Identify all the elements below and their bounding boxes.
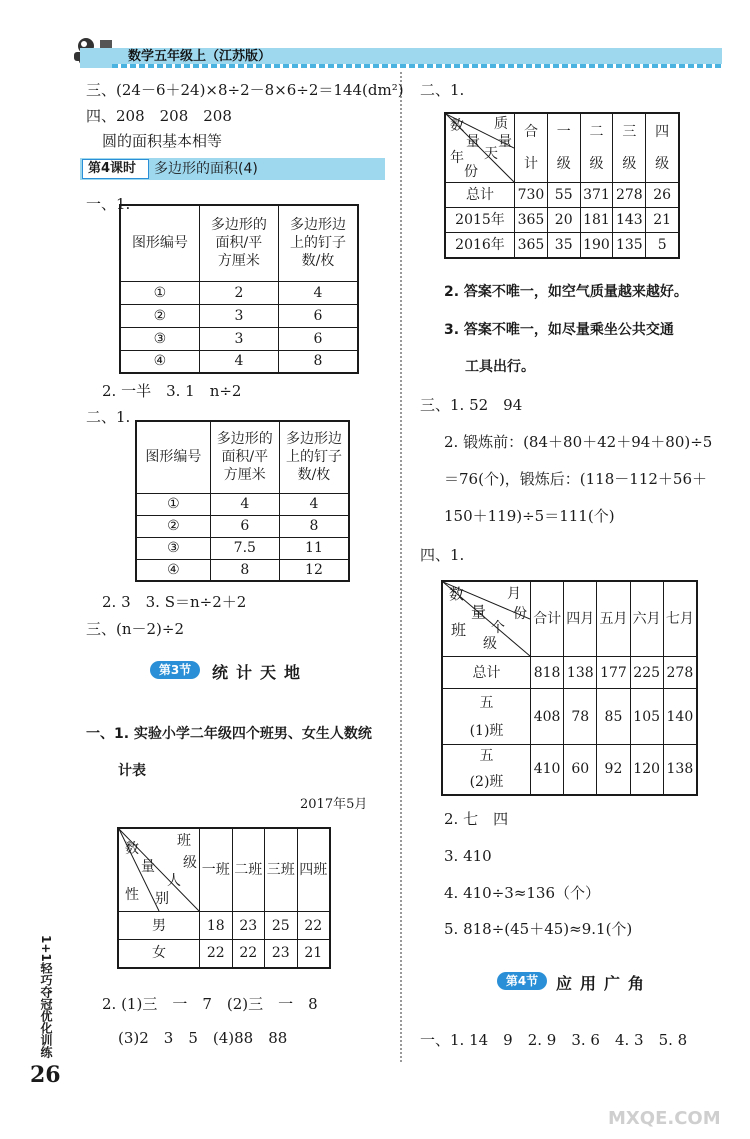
t2-header-nails: 多边形边 上的钉子 数/枚 xyxy=(279,421,349,493)
t1-header-nails: 多边形边 上的钉子 数/枚 xyxy=(278,205,358,281)
table-row: ④ 8 12 xyxy=(136,559,349,581)
class-month-table: 数 月 量 份 个 班 级 合计 四月 五月 六月 七月 总计 818 138 177 225 278 五 (1)班 408 78 85 105 140 五 (2)班 410 60 92 120 138 xyxy=(441,580,698,796)
left-q3: 三、(n－2)÷2 xyxy=(86,620,185,638)
t3-corner: 班 级 数 量 人 性 别 xyxy=(118,828,200,912)
right-line-6: 四、1. xyxy=(420,546,465,564)
left-line-2: 四、208 208 208 xyxy=(86,107,232,125)
table-row: 总计 730 55 371 278 26 xyxy=(445,183,679,208)
section4-tag: 第4节 xyxy=(497,972,547,990)
right-line-4: 三、1. 52 94 xyxy=(420,396,523,414)
left-q1-2: 2. 一半 3. 1 n÷2 xyxy=(102,382,242,400)
header-dashes xyxy=(112,64,722,68)
right-line-3b: 工具出行。 xyxy=(465,359,535,375)
right-line-7: 2. 七 四 xyxy=(444,810,509,828)
lesson-tag: 第4课时 xyxy=(88,161,137,176)
polygon-table-1 xyxy=(119,204,359,374)
table-row: 2016年 365 35 190 135 5 xyxy=(445,233,679,258)
left-q1-label: 一、1. xyxy=(86,195,131,213)
table-row: 男 18 23 25 22 xyxy=(118,912,330,940)
right-line-5c: 150＋119)÷5＝111(个) xyxy=(444,507,615,525)
left-q2-2: 2. 3 3. S＝n÷2＋2 xyxy=(102,593,247,611)
right-line-2: 2. 答案不唯一，如空气质量越来越好。 xyxy=(444,284,688,300)
side-series-text: 1+1轻巧夺冠优化训练 xyxy=(39,935,53,1058)
right-label: 二、1. xyxy=(420,81,465,99)
right-line-9: 4. 410÷3≈136（个） xyxy=(444,884,601,902)
left-q2-label: 二、1. xyxy=(86,408,131,426)
header-title: 数学五年级上（江苏版） xyxy=(128,49,272,64)
right-line-3a: 3. 答案不唯一，如尽量乘坐公共交通 xyxy=(444,322,674,338)
table-row: ④ 4 8 xyxy=(120,350,358,373)
t2-header-id: 图形编号 xyxy=(136,421,210,493)
class-gender-table: 班 级 数 量 人 性 别 一班 二班 三班 四班 男 18 23 25 22 女 22 22 23 21 xyxy=(117,827,331,969)
right-line-5a: 2. 锻炼前：(84＋80＋42＋94＋80)÷5 xyxy=(444,433,713,451)
right-line-8: 3. 410 xyxy=(444,847,492,865)
table-row: ① 2 4 xyxy=(120,281,358,304)
right-line-10: 5. 818÷(45＋45)≈9.1(个) xyxy=(444,920,633,938)
t1-header-area: 多边形的 面积/平 方厘米 xyxy=(199,205,278,281)
table-row: ② 3 6 xyxy=(120,304,358,327)
t5-corner: 数 月 量 份 个 班 级 xyxy=(442,581,531,657)
t4-corner: 数 质 量 量 天 年 份 xyxy=(445,113,515,183)
table-row: 五 (2)班 410 60 92 120 138 xyxy=(442,745,697,795)
section4-title: 应用广角 xyxy=(556,974,653,993)
left-line-3: 圆的面积基本相等 xyxy=(102,132,223,150)
t1-header-id: 图形编号 xyxy=(120,205,199,281)
s3-q1-line2: 计表 xyxy=(118,763,146,779)
table3-date: 2017年5月 xyxy=(300,797,368,812)
t2-header-area: 多边形的 面积/平 方厘米 xyxy=(210,421,279,493)
table-row: 总计 818 138 177 225 278 xyxy=(442,657,697,689)
right-line-11: 一、1. 14 9 2. 9 3. 6 4. 3 5. 8 xyxy=(420,1031,688,1049)
column-divider xyxy=(400,72,402,1062)
table-row: ③ 3 6 xyxy=(120,327,358,350)
left-line-1: 三、(24－6＋24)×8÷2－8×6÷2＝144(dm²) xyxy=(86,81,404,99)
polygon-table-2 xyxy=(135,420,350,582)
table-row: 五 (1)班 408 78 85 105 140 xyxy=(442,689,697,745)
table-row: ② 6 8 xyxy=(136,515,349,537)
lesson-title: 多边形的面积(4) xyxy=(154,161,258,177)
air-quality-table: 数 质 量 量 天 年 份 合 计 一 级 二 级 三 级 四 级 总计 730 55 371 278 26 2015年 365 20 181 143 21 2016年 365 35 190 135 5 xyxy=(444,112,680,259)
s3-q2-b: (3)2 3 5 (4)88 88 xyxy=(118,1029,288,1047)
table-row: ① 4 4 xyxy=(136,493,349,515)
right-line-5b: ＝76(个)，锻炼后：(118－112＋56＋ xyxy=(444,470,707,488)
s3-q2-a: 2. (1)三 一 7 (2)三 一 8 xyxy=(102,995,318,1013)
watermark: MXQE.COM xyxy=(608,1108,721,1129)
table-row: 2015年 365 20 181 143 21 xyxy=(445,208,679,233)
page-number: 26 xyxy=(30,1062,61,1088)
section3-tag: 第3节 xyxy=(150,661,200,679)
s3-q1-line1: 一、1. 实验小学二年级四个班男、女生人数统 xyxy=(86,726,372,742)
section3-title: 统计天地 xyxy=(212,663,309,682)
table-row: 女 22 22 23 21 xyxy=(118,940,330,968)
table-row: ③ 7.5 11 xyxy=(136,537,349,559)
